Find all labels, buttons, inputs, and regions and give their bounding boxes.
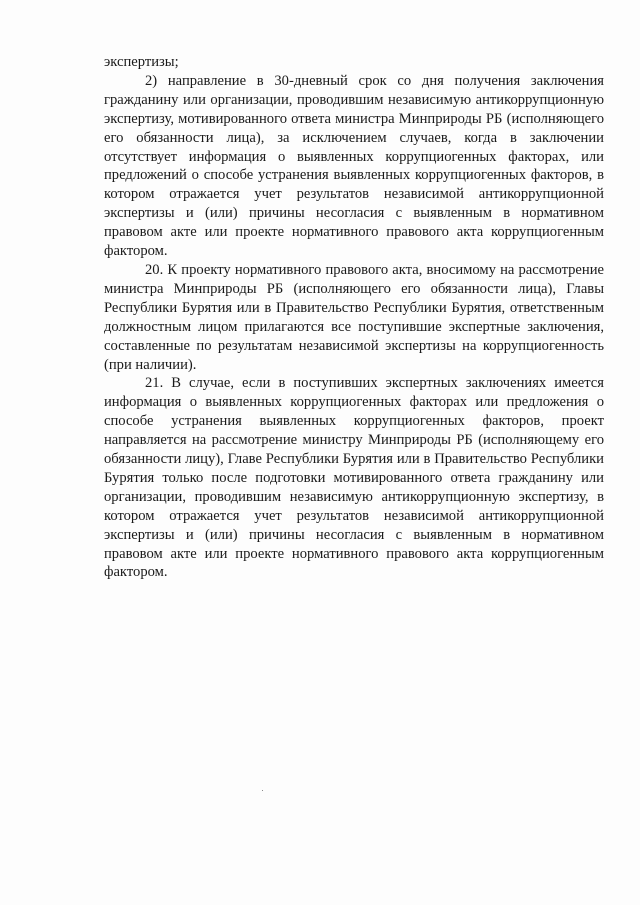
paragraph-clause-20: 20. К проекту нормативного правового акта, вносимому на рассмотрение министра Минприроды РБ (исполняющего его обязанности лица), Главы Республики Бурятия или в Правительство Республики Бурятия, ответственным должностным лицом прилагаются все поступившие экспертные заключения, составленные по результатам независимой экспертизы на коррупциогенность (при наличии). (104, 261, 604, 373)
paragraph-clause-21: 21. В случае, если в поступивших экспертных заключениях имеется информация о выявленных коррупциогенных факторах или предложения о способе устранения выявленных коррупциогенных факторов, проект направляется на рассмотрение министру Минприроды РБ (исполняющему его обязанности лицу), Главе Республики Бурятия или в Правительство Республики Бурятия только после подготовки мотивированного ответа гражданину или организации, проводившим независимую антикоррупционную экспертизу, в котором отражается учет результатов независимой антикоррупционной экспертизы и (или) причины несогласия с выявленным в нормативном правовом акте или проекте нормативного правового акта коррупциогенным фактором. (104, 375, 604, 581)
paragraph-continuation: экспертизы; (104, 54, 179, 70)
scan-speck (262, 790, 263, 791)
document-body (104, 53, 604, 582)
paragraph-item-2: 2) направление в 30-дневный срок со дня получения заключения гражданину или организации, проводившим независимую антикоррупционную экспертизу, мотивированного ответа министра Минприроды РБ (исполняющего его обязанности лица), за исключением случаев, когда в заключении отсутствует информация о выявленных коррупциогенных факторах, или предложений о способе устранения выявленных коррупциогенных факторов, в котором отражается учет результатов независимой антикоррупционной экспертизы и (или) причины несогласия с выявленным в нормативном правовом акте или проекте нормативного правового акта коррупциогенным фактором. (104, 72, 604, 260)
